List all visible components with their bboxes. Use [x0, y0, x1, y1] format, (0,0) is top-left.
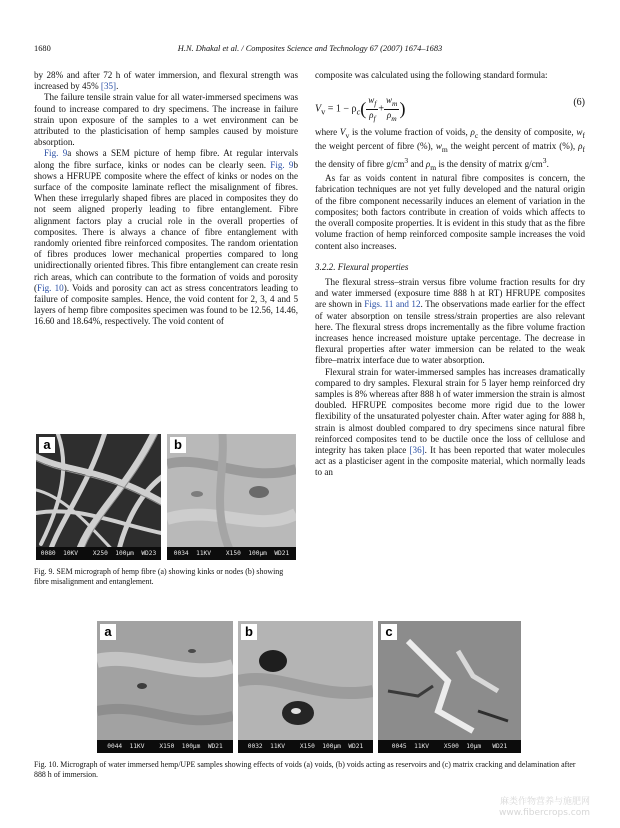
figure-link-10[interactable]: Fig. 10 — [37, 282, 64, 293]
right-column — [315, 70, 585, 479]
figure-10-caption: Fig. 10. Micrograph of water immersed hemp/UPE samples showing effects of voids (a) voids, (b) voids acting as reservoirs and (c) matrix cracking and delamination after 888 h of immersion. — [34, 760, 576, 779]
equation-number: (6) — [573, 97, 585, 109]
composite-surface-micrograph — [167, 434, 296, 560]
equation-6: $V_v = 1 - \rho_c$( $\frac{w_f}{\rho_f}$ + $\frac{w_m}{\rho_m}$ ) (6) — [315, 95, 585, 123]
panel-label: c — [381, 624, 397, 640]
page-number: 1680 — [34, 44, 51, 53]
sem-databar: 0034 11KV X150 100µm WD21 — [167, 547, 296, 560]
void-reservoirs-micrograph — [238, 621, 373, 753]
page-header — [34, 44, 586, 56]
paragraph: The failure tensile strain value for all water-immersed specimens was found to increase compared to dry specimens. The increase in failure strain upon exposure of the samples to a wet environment can be attributed to the plasticisation of hemp samples caused by moisture absorption. — [34, 92, 298, 148]
matrix-cracking-micrograph — [378, 621, 521, 753]
figure-10 — [97, 621, 521, 753]
sem-panel-10b — [238, 621, 373, 753]
running-title: H.N. Dhakal et al. / Composites Science and Technology 67 (2007) 1674–1683 — [177, 44, 443, 53]
sem-databar: 0044 11KV X150 100µm WD21 — [97, 740, 233, 753]
paragraph: The flexural stress–strain versus fibre volume fraction results for dry and water immersed (exposure time 888 h at RT) HFRUPE composites are shown in Figs. 11 and 12. The observations made earlier for the effect of water absorption on tensile stress/strain properties are also relevant here. The flexural stress drops incrementally as the fibre volume fraction increases hence increased moisture uptake percentage. The decrease in flexural properties after water immersion can be related to the weak fibre–matrix interface due to water absorption. — [315, 276, 586, 366]
figure-link-11-12[interactable]: Figs. 11 and 12 — [364, 299, 421, 310]
panel-label: b — [241, 624, 257, 640]
paragraph: As far as voids content in natural fibre composites is concern, the fabrication techniques are not yet fully developed and the natural origin of the fibre component necessarily induces an element of variation in the composites; both factors contribute in creation of voids which affects to the overall composite properties. It is evident in this study that as the fibre volume fraction of hemp reinforced composite sample increases the void content also increases. — [315, 173, 585, 251]
subsection-heading: 3.2.2. Flexural properties — [315, 261, 409, 272]
sem-panel-10c — [378, 621, 521, 753]
voids-micrograph — [97, 621, 233, 753]
left-column — [34, 70, 298, 328]
paragraph: composite was calculated using the following standard formula: — [315, 70, 548, 80]
citation-link-36[interactable]: [36] — [409, 444, 425, 455]
panel-label: a — [39, 437, 55, 453]
figure-link-9a[interactable]: Fig. 9 — [44, 148, 68, 159]
sem-databar: 0080 10KV X250 100µm WD23 — [36, 547, 161, 560]
sem-panel-10a — [97, 621, 233, 753]
sem-panel-9b — [167, 434, 296, 560]
figure-9 — [36, 434, 296, 560]
figure-9-caption: Fig. 9. SEM micrograph of hemp fibre (a) showing kinks or nodes (b) showing fibre misalignment and entanglement. — [34, 567, 284, 586]
sem-databar: 0045 11KV X500 10µm WD21 — [378, 740, 521, 753]
paragraph: by 28% and after 72 h of water immersion, and flexural strength was increased by 45% [35]. — [34, 70, 298, 92]
sem-databar: 0032 11KV X150 100µm WD21 — [238, 740, 373, 753]
panel-label: a — [100, 624, 116, 640]
citation-link-35[interactable]: [35] — [100, 81, 117, 92]
paragraph: where $V_v$ is the volume fraction of voids, $\rho_c$ the density of composite, $w_f$ the weight percent of fibre (%), $w_m$ the weight percent of matrix (%), $\rho_f$ the density of fibre $g/cm^3$ and $\rho_m$ is the density of matrix $g/cm^3$. — [315, 127, 586, 173]
site-watermark: 麻类作物营养与施肥网 www.fibercrops.com — [499, 797, 590, 818]
paragraph: Fig. 9a shows a SEM picture of hemp fibre. At regular intervals along the fibre surface, kinks or nodes can be clearly seen. Fig. 9b shows a HFRUPE composite where the effect of kinks or nodes on the surface of the composite laminate reflect the misalignment of fibres. When these irregularly shaped fibres are placed in composites they do not seem aligned properly leading to fibre entanglement. Fibre alignment factors play a crucial role in the overall properties of composites. There is always a chance of fibre entanglement with randomly oriented fibre reinforced composites. The random orientation of fibres produces lower mechanical properties compared to long unidirectionally oriented fibres. This fibre entanglement can create resin rich areas, which can contribute to the formation of voids and porosity (Fig. 10). Voids and porosity can act as stress concentrators leading to failure of composite samples. Hence, the void content for 2, 3, 4 and 5 layers of hemp fibre composites specimen was found to be 12.56, 14.46, 16.60 and 18.64%, respectively. The void content of — [34, 148, 298, 327]
sem-panel-9a — [36, 434, 161, 560]
figure-link-9b[interactable]: Fig. 9 — [270, 159, 294, 170]
paragraph: Flexural strain for water-immersed samples has increases dramatically compared to dry samples. Flexural strain for 5 layer hemp reinforced dry samples is 8% whereas after 888 h of water immersion the strain is almost doubled. HFRUPE composites become more rigid due to the lower flexibility of the unsaturated polyester chain. After water aging for 888 h, strain is almost doubled compared to dry specimens since natural fibre reinforced composites tend to be ductile once the loss of cellulose and integrity has taken place [36]. It has been reported that water molecules act as a plasticiser agent in the composite material, which normally leads to an — [315, 366, 586, 478]
panel-label: b — [170, 437, 186, 453]
